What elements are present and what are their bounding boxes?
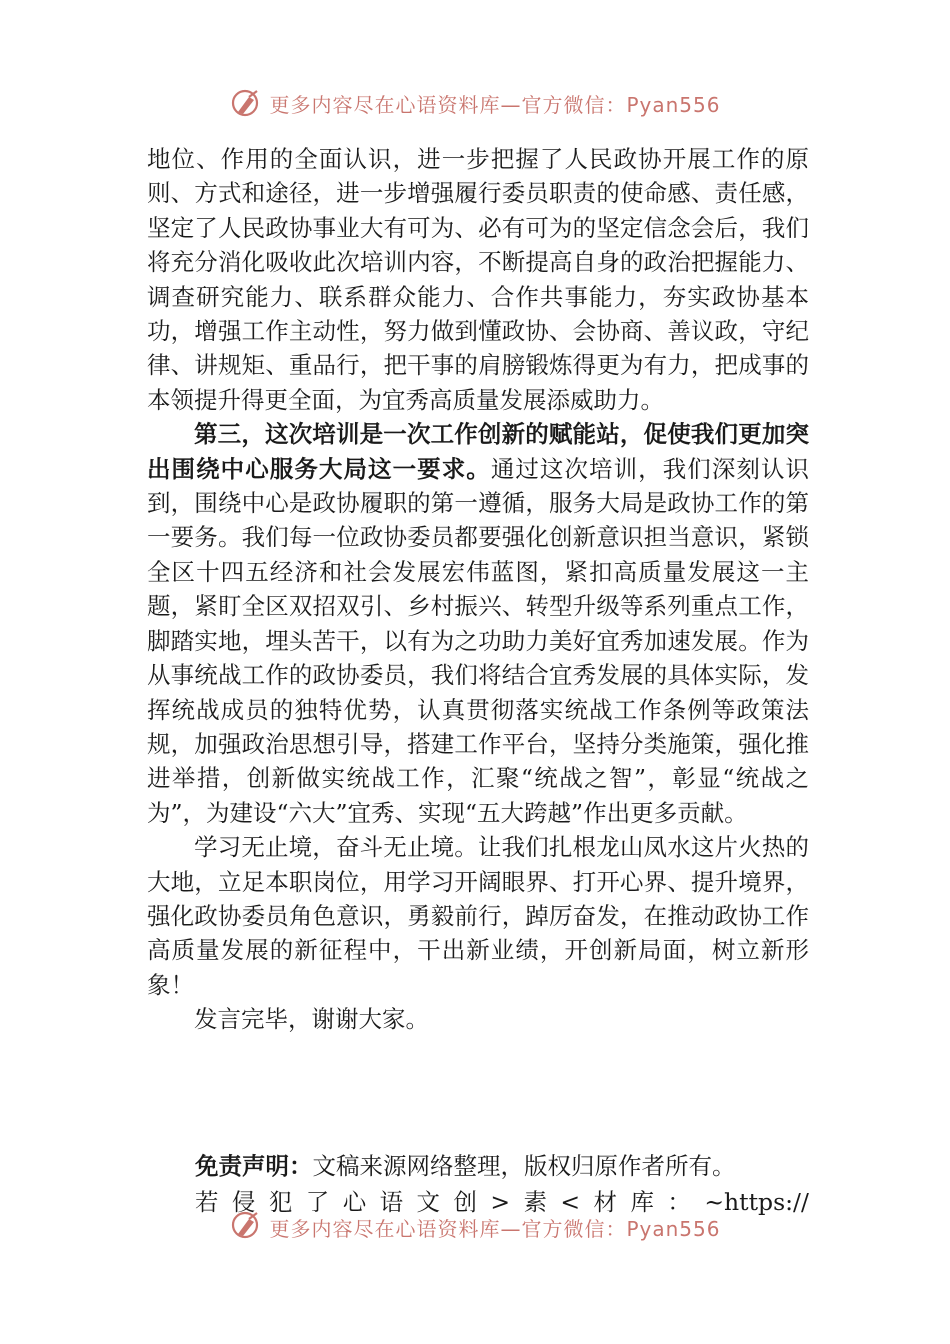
disclaimer-char: 创 xyxy=(453,1188,477,1216)
watermark-text: 更多内容尽在心语资料库—官方微信：Pyan556 xyxy=(269,92,721,117)
disclaimer-char: > xyxy=(490,1188,511,1216)
paragraph-third-point xyxy=(147,417,809,830)
pen-nib-logo-icon xyxy=(229,86,263,120)
header-watermark xyxy=(0,86,950,120)
disclaimer-char: 侵 xyxy=(231,1188,256,1216)
disclaimer-char: 素 xyxy=(523,1188,547,1216)
paragraph-conclusion: 学习无止境，奋斗无止境。让我们扎根龙山凤水这片火热的大地，立足本职岗位，用学习开阔眼界、打开心界、提升境界，强化政协委员角色意识，勇毅前行，踔厉奋发，在推动政协工作高质量发展的新征程中，干出新业绩，开创新局面，树立新形象！ xyxy=(147,833,809,999)
disclaimer-line-1 xyxy=(195,1148,809,1184)
paragraph-continued: 地位、作用的全面认识，进一步把握了人民政协开展工作的原则、方式和途径，进一步增强履行委员职责的使命感、责任感，坚定了人民政协事业大有可为、必有可为的坚定信念会后，我们将充分消化吸收此次培训内容，不断提高自身的政治把握能力、调查研究能力、联系群众能力、合作共事能力，夯实政协基本功，增强工作主动性，努力做到懂政协、会协商、善议政，守纪律、讲规矩、重品行，把干事的肩膀锻炼得更为有力，把成事的本领提升得更全面，为宜秀高质量发展添威助力。 xyxy=(147,145,809,414)
disclaimer-char: 了 xyxy=(305,1188,330,1216)
disclaimer-char: ： xyxy=(667,1188,691,1216)
pen-nib-logo-icon xyxy=(229,1208,263,1242)
disclaimer-char: 犯 xyxy=(268,1188,293,1216)
third-point-body: 通过这次培训，我们深刻认识到，围绕中心是政协履职的第一遵循，服务大局是政协工作的第一要务。我们每一位政协委员都要强化创新意识担当意识，紧锁全区十四五经济和社会发展宏伟蓝图，紧扣高质量发展这一主题，紧盯全区双招双引、乡村振兴、转型升级等系列重点工作，脚踏实地，埋头苦干，以有为之功助力美好宜秀加速发展。作为从事统战工作的政协委员，我们将结合宜秀发展的具体实际，发挥统战成员的独特优势，认真贯彻落实统战工作条例等政策法规，加强政治思想引导，搭建工作平台，坚持分类施策，强化推进举措，创新做实统战工作，汇聚“统战之智”，彰显“统战之为”，为建设“六大”宜秀、实现“五大跨越”作出更多贡献。 xyxy=(147,454,810,827)
disclaimer-char: < xyxy=(560,1188,581,1216)
disclaimer-char: 若 xyxy=(195,1188,219,1216)
disclaimer-url: ~https:// xyxy=(704,1188,809,1216)
paragraph-closing: 发言完毕，谢谢大家。 xyxy=(194,1005,429,1034)
disclaimer-char: 心 xyxy=(342,1188,367,1216)
disclaimer-text: 文稿来源网络整理，版权归原作者所有。 xyxy=(312,1152,736,1180)
disclaimer-label: 免责声明： xyxy=(195,1152,313,1180)
disclaimer-char: 库 xyxy=(630,1188,654,1216)
disclaimer-char: 语 xyxy=(379,1188,404,1216)
disclaimer-char: 文 xyxy=(416,1188,441,1216)
footer-watermark xyxy=(0,1208,950,1242)
disclaimer-char: 材 xyxy=(593,1188,618,1216)
third-point-heading: 第三，这次培训是一次工作创新的赋能站，促使我们更加突出围绕中心服务大局这一要求。 xyxy=(147,420,809,483)
document-body xyxy=(147,142,809,1037)
watermark-text: 更多内容尽在心语资料库—官方微信：Pyan556 xyxy=(269,1217,721,1241)
